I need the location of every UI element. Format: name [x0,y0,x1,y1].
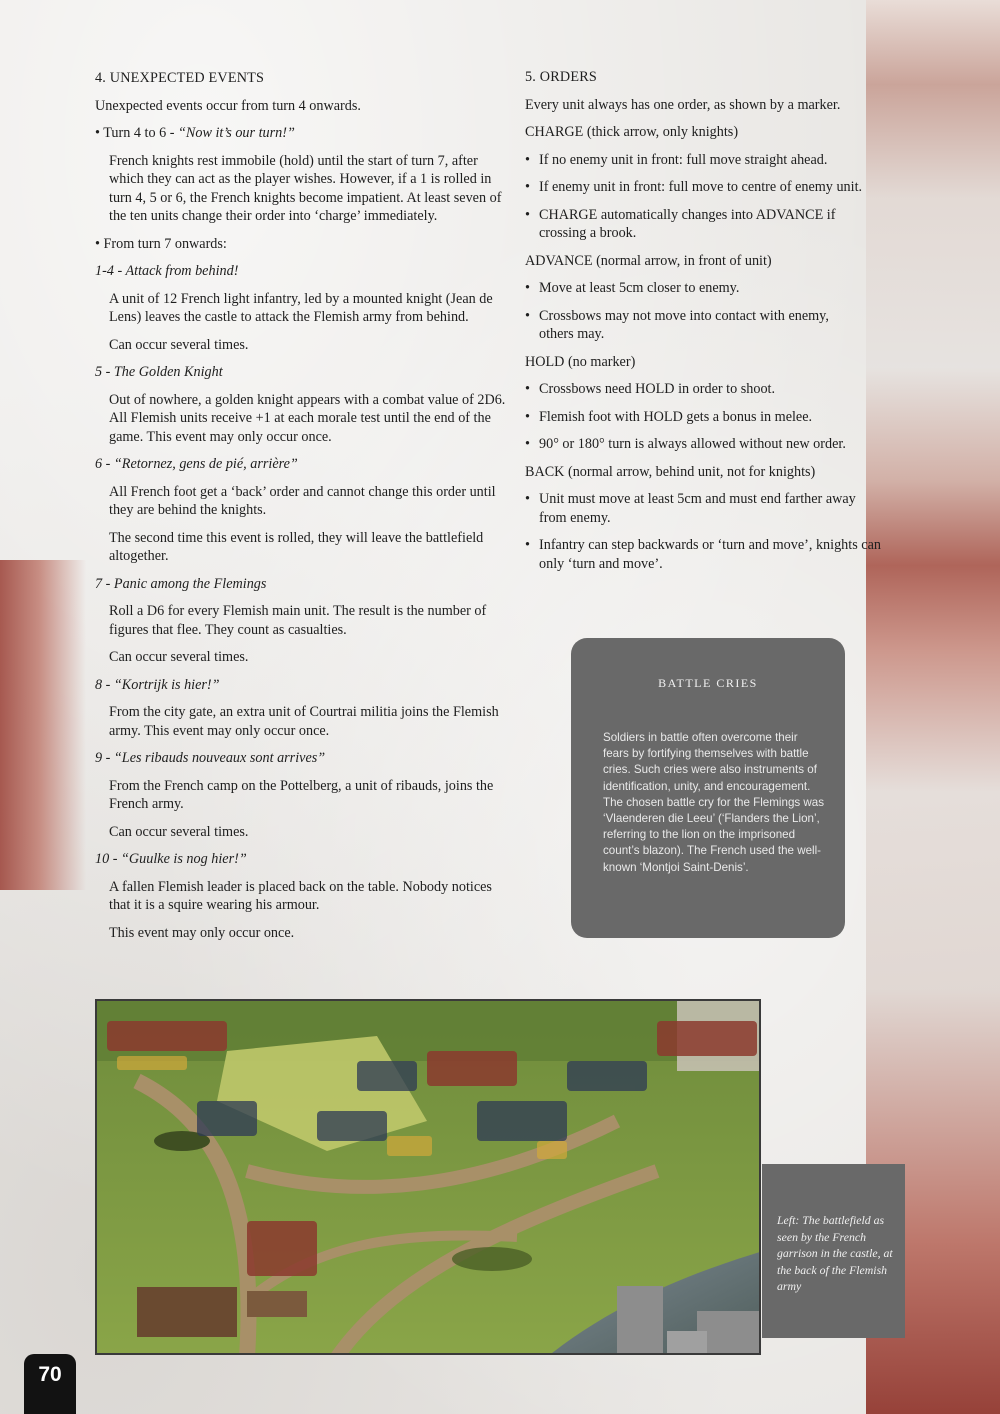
bullet-text: Crossbows need HOLD in order to shoot. [539,381,776,397]
event-paragraph: Roll a D6 for every Flemish main unit. The result is the number of figures that flee. They count as casualties. [109,603,487,638]
bullet-text: Flemish foot with HOLD gets a bonus in melee. [539,408,813,425]
turn-4-6-label: • Turn 4 to 6 - [95,125,179,141]
bullet-text: Infantry can step backwards or ‘turn and move’, knights can only ‘turn and move’. [539,537,881,572]
turn-4-6-line [95,124,513,143]
order-bullet [525,151,910,170]
event-paragraph: A unit of 12 French light infantry, led by a mounted knight (Jean de Lens) leaves the castle to attack the Flemish army from behind. [109,290,493,325]
event-title: 8 - “Kortrijk is hier!” [95,676,220,693]
event-paragraph: Can occur several times. [109,336,249,353]
order-bullet [525,380,910,399]
order-bullet [525,206,910,243]
left-edge-decoration [0,560,86,890]
photo-caption-box [762,1164,905,1338]
right-column [525,68,910,573]
bullet-dot: • [525,436,530,452]
bullet-text: CHARGE automatically changes into ADVANCE if crossing a brook. [539,206,836,241]
event-paragraph: This event may only occur once. [109,924,295,941]
photo-caption: Left: The battlefield as seen by the French garrison in the castle, at the back of the Flemish army [777,1213,893,1293]
battlefield-illustration [97,1001,761,1355]
event-paragraph: The second time this event is rolled, they will leave the battlefield altogether. [109,529,484,564]
order-bullet [525,435,910,454]
bullet-text: Crossbows may not move into contact with enemy, others may. [539,307,829,342]
order-bullet [525,536,910,573]
bullet-dot: • [525,491,530,507]
bullet-text: Move at least 5cm closer to enemy. [539,280,740,296]
bullet-dot: • [525,206,530,223]
bullet-text: 90° or 180° turn is always allowed without new order. [539,436,846,452]
event-paragraph: Can occur several times. [109,649,249,665]
event-paragraph: Can occur several times. [109,823,249,840]
unexpected-events-intro: Unexpected events occur from turn 4 onwards. [95,97,361,114]
order-name-charge: CHARGE (thick arrow, only knights) [525,124,739,140]
bullet-dot: • [525,179,530,195]
order-bullet [525,408,910,427]
sidebar-title: BATTLE CRIES [658,676,758,690]
order-bullet [525,307,910,344]
bullet-text: Unit must move at least 5cm and must end farther away from enemy. [539,491,856,526]
event-title: 7 - Panic among the Flemings [95,575,267,592]
event-title: 10 - “Guulke is nog hier!” [95,851,247,867]
orders-intro: Every unit always has one order, as shown by a marker. [525,96,841,113]
event-title: 6 - “Retornez, gens de pié, arrière” [95,456,298,472]
battlefield-photo [95,999,761,1355]
order-bullet [525,279,910,298]
event-paragraph: From the French camp on the Pottelberg, a unit of ribauds, joins the French army. [109,777,494,812]
page-number: 70 [24,1354,76,1414]
bullet-dot: • [525,381,530,397]
battle-cries-sidebar [571,638,845,938]
sidebar-body: Soldiers in battle often overcome their fears by fortifying themselves with battle cries. Such cries were also instruments of identification, unity, and encouragement. The chosen battle cry for the Flemings was ‘Vlaenderen die Leeu’ (‘Flanders the Lion’, referring to the lion on the imprisoned count’s blazon). The French used the well-known ‘Montjoi Saint-Denis’. [603,731,825,874]
order-name-back: BACK (normal arrow, behind unit, not for knights) [525,463,816,480]
event-paragraph: Out of nowhere, a golden knight appears with a combat value of 2D6. All Flemish units receive +1 at each morale test until the end of the game. This event may only occur once. [109,391,506,445]
order-name-hold: HOLD (no marker) [525,353,636,370]
order-name-advance: ADVANCE (normal arrow, in front of unit) [525,252,772,269]
bullet-dot: • [525,151,530,168]
bullet-dot: • [525,537,530,553]
left-column [95,69,513,942]
event-paragraph: From the city gate, an extra unit of Courtrai militia joins the Flemish army. This event may only occur once. [109,704,499,739]
bullet-dot: • [525,307,530,324]
bullet-text: If no enemy unit in front: full move straight ahead. [539,151,828,168]
bullet-dot: • [525,408,530,425]
bullet-text: If enemy unit in front: full move to centre of enemy unit. [539,179,863,195]
event-paragraph: All French foot get a ‘back’ order and cannot change this order until they are behind the knights. [109,483,496,518]
section-heading-unexpected-events: 4. UNEXPECTED EVENTS [95,70,265,86]
order-bullet [525,490,910,527]
section-heading-orders: 5. ORDERS [525,69,597,85]
turn-7-label: • From turn 7 onwards: [95,235,227,252]
order-bullet [525,178,910,197]
event-paragraph: A fallen Flemish leader is placed back on the table. Nobody notices that it is a squire wearing his armour. [109,878,492,913]
event-title: 1-4 - Attack from behind! [95,263,239,279]
turn-4-6-text: French knights rest immobile (hold) until the start of turn 7, after which they can act as the player wishes. However, if a 1 is rolled in turn 4, 5 or 6, the French knights become impatient. At least seven of the ten units change their order into ‘charge’ immediately. [109,152,502,224]
turn-4-6-quote: “Now it’s our turn!” [178,125,295,141]
event-title: 5 - The Golden Knight [95,364,223,380]
event-title: 9 - “Les ribauds nouveaux sont arrives” [95,750,326,766]
bullet-dot: • [525,280,530,296]
